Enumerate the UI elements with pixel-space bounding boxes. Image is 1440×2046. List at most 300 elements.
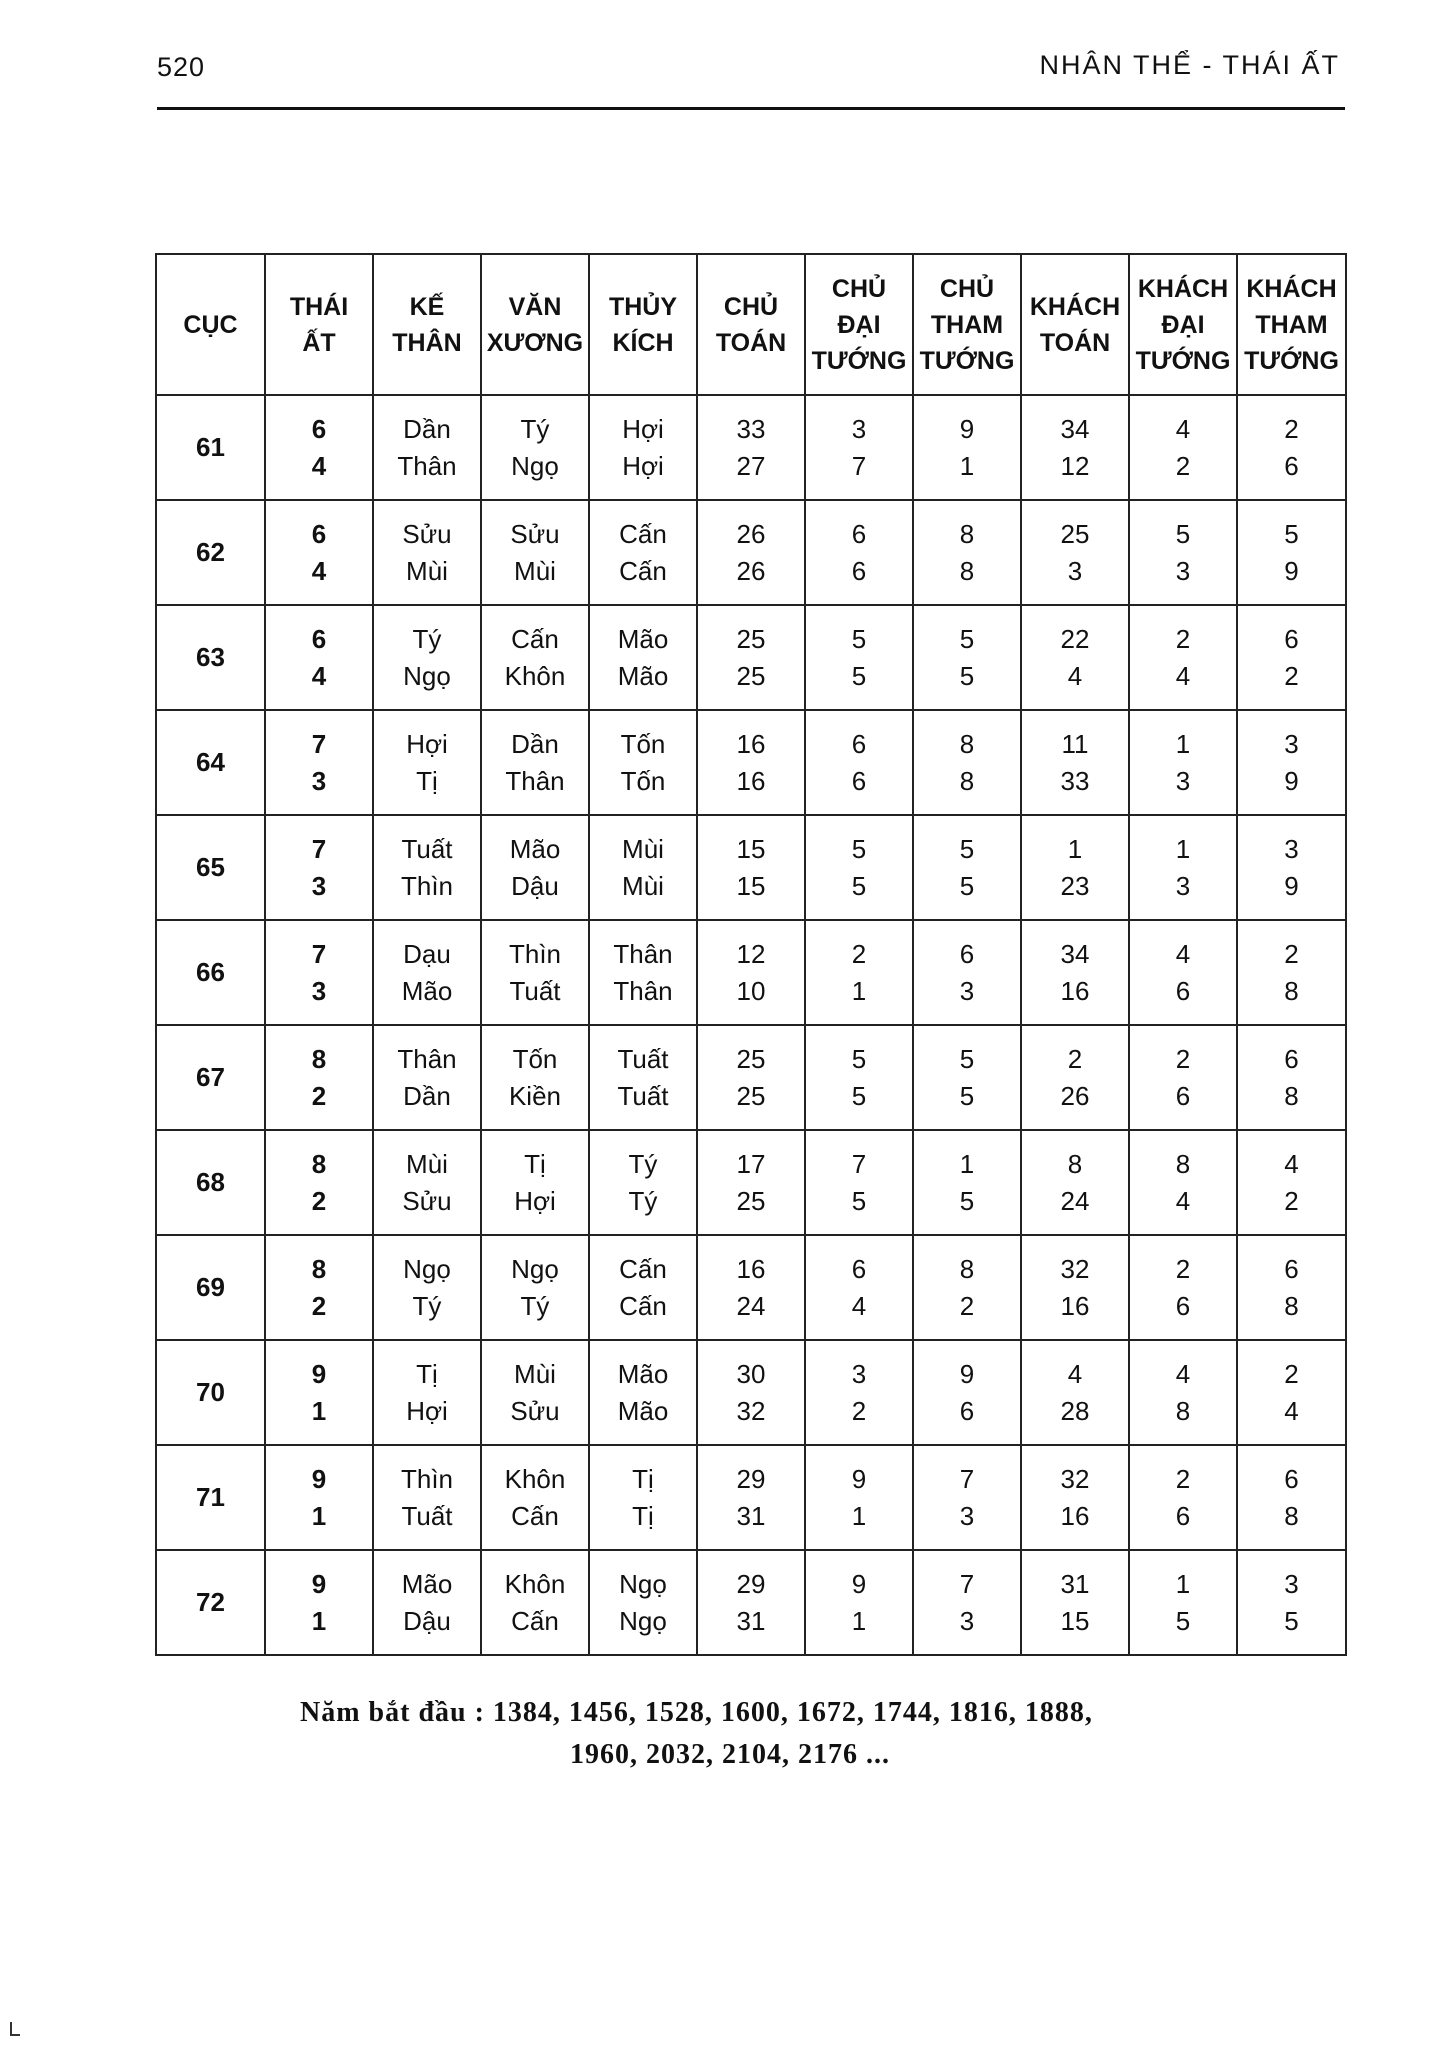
table-cell xyxy=(265,1445,373,1550)
cell-value-top: 6 xyxy=(1284,1463,1299,1494)
table-cell xyxy=(697,395,805,500)
cell-value-bottom: 6 xyxy=(851,765,867,796)
cell-value-bottom: 9 xyxy=(1284,555,1299,586)
cell-value-top: 6 xyxy=(311,413,327,444)
cuc-number: 64 xyxy=(156,710,265,815)
cell-value-top: 3 xyxy=(851,413,867,444)
table-cell xyxy=(589,1550,697,1655)
table-cell xyxy=(481,605,589,710)
column-header-line: VĂN xyxy=(508,292,562,321)
cell-stack xyxy=(806,1568,912,1638)
table-cell xyxy=(805,1025,913,1130)
table-row xyxy=(156,710,1346,815)
cell-value-bottom: 32 xyxy=(736,1395,766,1426)
running-head: NHÂN THỂ - THÁI ẤT xyxy=(1039,50,1340,80)
cell-stack xyxy=(1022,1568,1128,1638)
table-cell xyxy=(1021,1340,1129,1445)
cell-value-bottom: 5 xyxy=(851,660,867,691)
table-cell xyxy=(481,1130,589,1235)
cell-value-bottom: Tý xyxy=(412,1290,442,1321)
cell-value-top: 4 xyxy=(1284,1148,1299,1179)
cell-value-bottom: 8 xyxy=(959,765,975,796)
table-cell xyxy=(805,395,913,500)
cell-value-top: 5 xyxy=(959,833,975,864)
table-cell xyxy=(265,605,373,710)
cell-value-bottom: Mão xyxy=(617,660,669,691)
cell-value-top: 2 xyxy=(1175,1253,1191,1284)
cell-value-top: Cấn xyxy=(511,623,559,654)
table-cell xyxy=(265,500,373,605)
table-cell xyxy=(1129,815,1237,920)
table-cell xyxy=(373,605,481,710)
cell-value-top: 2 xyxy=(1284,938,1299,969)
cell-value-bottom: 3 xyxy=(1175,555,1191,586)
table-row xyxy=(156,1130,1346,1235)
cell-stack xyxy=(914,518,1020,588)
cell-value-bottom: 2 xyxy=(311,1080,327,1111)
cell-value-top: Mùi xyxy=(622,833,664,864)
cell-value-top: 3 xyxy=(1284,728,1299,759)
cell-stack xyxy=(1130,623,1236,693)
cell-stack xyxy=(266,938,372,1008)
cell-value-bottom: Tuất xyxy=(617,1080,669,1111)
column-header-line: KHÁCH xyxy=(1246,274,1337,303)
cell-value-bottom: Mùi xyxy=(514,555,556,586)
table-cell xyxy=(265,1130,373,1235)
cell-stack xyxy=(374,1358,480,1428)
cell-value-top: 6 xyxy=(851,1253,867,1284)
cell-value-bottom: Tý xyxy=(520,1290,550,1321)
column-header-line: THÂN xyxy=(392,328,462,357)
cell-value-bottom: Ngọ xyxy=(511,450,559,481)
cell-value-bottom: Tị xyxy=(416,765,438,796)
table-row xyxy=(156,605,1346,710)
cell-stack xyxy=(1130,1253,1236,1323)
cell-stack xyxy=(266,1358,372,1428)
cell-value-bottom: 31 xyxy=(736,1500,766,1531)
cell-value-bottom: 2 xyxy=(851,1395,867,1426)
page-number: 520 xyxy=(157,52,206,82)
table-cell xyxy=(481,1445,589,1550)
cell-stack xyxy=(590,413,696,483)
cell-value-top: 4 xyxy=(1175,413,1191,444)
cell-value-top: Mão xyxy=(401,1568,453,1599)
cell-stack xyxy=(1130,1043,1236,1113)
cell-stack xyxy=(1238,1253,1345,1323)
column-header xyxy=(589,254,697,395)
table-row xyxy=(156,1340,1346,1445)
table-cell xyxy=(1129,500,1237,605)
table-cell xyxy=(1129,920,1237,1025)
cell-stack xyxy=(266,1463,372,1533)
cell-stack xyxy=(374,728,480,798)
cell-value-bottom: Cấn xyxy=(511,1605,559,1636)
cell-stack xyxy=(1238,833,1345,903)
cell-stack xyxy=(806,1358,912,1428)
cell-stack xyxy=(590,1568,696,1638)
cell-value-top: Cấn xyxy=(619,1253,667,1284)
cell-value-top: Tốn xyxy=(620,728,666,759)
cell-stack xyxy=(914,833,1020,903)
column-header-line: CHỦ xyxy=(831,274,887,303)
cell-stack xyxy=(374,1148,480,1218)
table-cell xyxy=(697,1445,805,1550)
column-header-line: THAM xyxy=(1255,310,1328,339)
cell-stack xyxy=(1238,1463,1345,1533)
cell-value-top: 2 xyxy=(1175,1043,1191,1074)
cell-value-bottom: 1 xyxy=(851,975,867,1006)
cell-value-top: 8 xyxy=(1067,1148,1083,1179)
table-cell xyxy=(913,1550,1021,1655)
table-cell xyxy=(265,710,373,815)
table-header-row xyxy=(156,254,1346,395)
cell-value-bottom: 1 xyxy=(311,1605,327,1636)
cell-value-bottom: Khôn xyxy=(504,660,566,691)
cell-value-bottom: 2 xyxy=(311,1185,327,1216)
cell-stack xyxy=(914,1463,1020,1533)
cell-value-bottom: Dậu xyxy=(403,1605,451,1636)
table-cell xyxy=(1237,1340,1346,1445)
cell-stack xyxy=(590,728,696,798)
cell-value-top: 8 xyxy=(959,518,975,549)
cell-stack xyxy=(806,833,912,903)
table-cell xyxy=(697,605,805,710)
table-cell xyxy=(1021,1550,1129,1655)
cell-value-top: 9 xyxy=(851,1568,867,1599)
cell-value-bottom: Mùi xyxy=(622,870,664,901)
cell-value-bottom: Hợi xyxy=(406,1395,448,1426)
cuc-number: 65 xyxy=(156,815,265,920)
cell-value-bottom: Cấn xyxy=(511,1500,559,1531)
column-header-line: THAM xyxy=(930,310,1004,339)
cell-value-bottom: 2 xyxy=(959,1290,975,1321)
column-header-line: THỦY xyxy=(608,292,678,321)
cell-value-bottom: 25 xyxy=(736,1185,766,1216)
cell-value-top: 7 xyxy=(959,1463,975,1494)
table-row xyxy=(156,395,1346,500)
table-cell xyxy=(1021,710,1129,815)
cell-value-bottom: Tý xyxy=(628,1185,658,1216)
cell-stack xyxy=(482,413,588,483)
cell-value-top: 6 xyxy=(959,938,975,969)
cell-value-bottom: 28 xyxy=(1060,1395,1090,1426)
cell-stack xyxy=(698,413,804,483)
cell-value-top: 11 xyxy=(1061,728,1089,759)
cell-stack xyxy=(374,623,480,693)
cell-stack xyxy=(374,518,480,588)
table-cell xyxy=(805,1340,913,1445)
cell-value-top: 5 xyxy=(959,623,975,654)
cell-value-top: 31 xyxy=(1060,1568,1090,1599)
cell-value-bottom: 4 xyxy=(1284,1395,1299,1426)
cell-value-bottom: 5 xyxy=(959,660,975,691)
cell-value-bottom: 5 xyxy=(959,1185,975,1216)
cell-value-bottom: 6 xyxy=(1175,975,1191,1006)
cell-value-bottom: 6 xyxy=(959,1395,975,1426)
cell-value-bottom: 3 xyxy=(1175,765,1191,796)
cell-value-bottom: 5 xyxy=(851,1185,867,1216)
cell-stack xyxy=(1238,938,1345,1008)
cuc-table xyxy=(155,253,1347,1656)
cell-value-bottom: Thân xyxy=(613,975,673,1006)
table-cell xyxy=(589,395,697,500)
table-cell xyxy=(589,500,697,605)
cell-value-top: Ngọ xyxy=(511,1253,559,1284)
table-cell xyxy=(265,1235,373,1340)
cell-value-bottom: 4 xyxy=(851,1290,867,1321)
cell-value-top: 5 xyxy=(851,623,867,654)
cell-value-bottom: 2 xyxy=(1284,660,1299,691)
cell-stack xyxy=(590,1253,696,1323)
table-cell xyxy=(697,920,805,1025)
cell-value-bottom: 4 xyxy=(1175,660,1191,691)
table-cell xyxy=(913,815,1021,920)
cell-value-bottom: 4 xyxy=(1067,660,1083,691)
table-cell xyxy=(1129,605,1237,710)
cell-value-top: 5 xyxy=(851,1043,867,1074)
cell-value-bottom: 31 xyxy=(736,1605,766,1636)
cell-stack xyxy=(482,1568,588,1638)
cell-value-top: 12 xyxy=(736,938,766,969)
cell-value-bottom: 5 xyxy=(851,870,867,901)
cell-value-bottom: 2 xyxy=(1175,450,1191,481)
cell-value-top: 8 xyxy=(311,1253,327,1284)
cell-stack xyxy=(914,1568,1020,1638)
cell-stack xyxy=(1022,413,1128,483)
cell-stack xyxy=(806,938,912,1008)
cell-value-bottom: Dậu xyxy=(511,870,559,901)
cell-stack xyxy=(1238,1043,1345,1113)
column-header xyxy=(1129,254,1237,395)
cell-value-top: 32 xyxy=(1060,1253,1090,1284)
table-cell xyxy=(1021,395,1129,500)
cell-value-bottom: 4 xyxy=(1175,1185,1191,1216)
cell-value-bottom: Kiền xyxy=(508,1080,562,1111)
cell-value-bottom: 3 xyxy=(311,870,327,901)
cell-value-bottom: Hợi xyxy=(514,1185,556,1216)
cell-stack xyxy=(1022,1043,1128,1113)
table-cell xyxy=(913,710,1021,815)
column-header xyxy=(805,254,913,395)
table-cell xyxy=(265,395,373,500)
table-cell xyxy=(589,1025,697,1130)
column-header xyxy=(913,254,1021,395)
table-cell xyxy=(373,1025,481,1130)
cell-stack xyxy=(1022,938,1128,1008)
cell-value-bottom: Hợi xyxy=(622,450,664,481)
cell-value-bottom: 16 xyxy=(736,765,766,796)
cell-stack xyxy=(1238,1148,1345,1218)
cell-value-bottom: Mão xyxy=(617,1395,669,1426)
cell-value-top: 4 xyxy=(1175,1358,1191,1389)
cell-value-bottom: Dần xyxy=(403,1080,451,1111)
cell-value-top: 8 xyxy=(311,1148,327,1179)
cell-value-bottom: 6 xyxy=(851,555,867,586)
cell-value-bottom: 16 xyxy=(1060,1500,1090,1531)
cell-value-bottom: 1 xyxy=(311,1500,327,1531)
column-header xyxy=(481,254,589,395)
cell-stack xyxy=(482,518,588,588)
cell-stack xyxy=(1022,623,1128,693)
cell-stack xyxy=(482,1463,588,1533)
cell-stack xyxy=(482,623,588,693)
column-header-line: TOÁN xyxy=(715,328,787,357)
cell-value-bottom: Thìn xyxy=(400,870,454,901)
cell-value-top: 6 xyxy=(1284,623,1299,654)
table-cell xyxy=(1021,815,1129,920)
cell-stack xyxy=(1022,518,1128,588)
cell-value-bottom: 8 xyxy=(1284,1080,1299,1111)
cell-value-top: Tý xyxy=(412,623,442,654)
cell-value-bottom: 2 xyxy=(311,1290,327,1321)
table-cell xyxy=(913,1235,1021,1340)
table-cell xyxy=(805,500,913,605)
cell-stack xyxy=(806,1253,912,1323)
table-cell xyxy=(1237,1550,1346,1655)
table-cell xyxy=(1237,1025,1346,1130)
table-cell xyxy=(1129,395,1237,500)
cell-value-bottom: Tuất xyxy=(509,975,561,1006)
cell-stack xyxy=(806,518,912,588)
table-cell xyxy=(1129,1445,1237,1550)
cell-value-top: 5 xyxy=(1284,518,1299,549)
cell-value-top: 5 xyxy=(959,1043,975,1074)
cell-value-top: 29 xyxy=(736,1568,766,1599)
cell-value-top: 15 xyxy=(736,833,766,864)
cell-value-bottom: Cấn xyxy=(619,1290,667,1321)
cell-value-bottom: 5 xyxy=(1284,1605,1299,1636)
cell-value-top: 6 xyxy=(1284,1253,1299,1284)
cell-value-bottom: 1 xyxy=(959,450,975,481)
cell-value-top: Tốn xyxy=(512,1043,558,1074)
cell-stack xyxy=(698,1358,804,1428)
table-cell xyxy=(1021,605,1129,710)
cell-value-top: 9 xyxy=(311,1463,327,1494)
cell-value-top: 1 xyxy=(959,1148,975,1179)
table-cell xyxy=(1237,1445,1346,1550)
table-cell xyxy=(805,815,913,920)
column-header xyxy=(1237,254,1346,395)
cell-value-top: 4 xyxy=(1175,938,1191,969)
cell-value-top: 32 xyxy=(1060,1463,1090,1494)
cell-value-top: 6 xyxy=(311,623,327,654)
cell-value-bottom: 4 xyxy=(311,450,327,481)
column-header-line: KHÁCH xyxy=(1137,274,1229,303)
cell-stack xyxy=(374,413,480,483)
column-header-line: KHÁCH xyxy=(1029,292,1121,321)
table-cell xyxy=(265,1550,373,1655)
cell-stack xyxy=(374,1043,480,1113)
table-cell xyxy=(805,605,913,710)
column-header-line: TƯỚNG xyxy=(1135,346,1231,375)
cell-value-bottom: 3 xyxy=(959,1500,975,1531)
table-cell xyxy=(481,1025,589,1130)
column-header-line: THÁI xyxy=(289,292,349,321)
table-cell xyxy=(805,920,913,1025)
column-header-line: TƯỚNG xyxy=(919,346,1015,375)
column-header-line: TƯỚNG xyxy=(1244,346,1339,375)
cell-value-top: 22 xyxy=(1060,623,1090,654)
cell-value-bottom: 26 xyxy=(736,555,766,586)
cell-stack xyxy=(374,1253,480,1323)
cell-stack xyxy=(1022,1358,1128,1428)
column-header xyxy=(265,254,373,395)
table-cell xyxy=(697,815,805,920)
cell-value-bottom: 3 xyxy=(1175,870,1191,901)
cell-stack xyxy=(590,833,696,903)
table-cell xyxy=(481,1550,589,1655)
table-cell xyxy=(697,1025,805,1130)
table-cell xyxy=(481,500,589,605)
cell-value-bottom: 9 xyxy=(1284,870,1299,901)
cell-stack xyxy=(266,728,372,798)
table-cell xyxy=(373,1445,481,1550)
cell-value-top: 2 xyxy=(1067,1043,1083,1074)
cell-value-bottom: 8 xyxy=(1284,1290,1299,1321)
column-header xyxy=(156,254,265,395)
cell-value-bottom: 12 xyxy=(1060,450,1090,481)
table-cell xyxy=(805,710,913,815)
cell-value-top: 1 xyxy=(1175,1568,1191,1599)
column-header-line: ĐẠI xyxy=(837,310,881,339)
cell-value-top: Dần xyxy=(511,728,559,759)
table-row xyxy=(156,920,1346,1025)
table-cell xyxy=(373,1130,481,1235)
cell-stack xyxy=(1022,1463,1128,1533)
cell-stack xyxy=(698,518,804,588)
cell-value-top: Tị xyxy=(632,1463,654,1494)
cell-value-bottom: 23 xyxy=(1060,870,1090,901)
table-cell xyxy=(1237,605,1346,710)
cell-stack xyxy=(482,1148,588,1218)
cell-value-top: 3 xyxy=(851,1358,867,1389)
table-cell xyxy=(913,605,1021,710)
cell-value-bottom: 24 xyxy=(736,1290,766,1321)
cell-stack xyxy=(806,1463,912,1533)
cell-value-bottom: 16 xyxy=(1060,1290,1090,1321)
table-cell xyxy=(805,1445,913,1550)
cell-value-top: Thân xyxy=(613,938,673,969)
cell-value-top: Mão xyxy=(617,1358,669,1389)
table-cell xyxy=(373,1235,481,1340)
cell-value-top: 1 xyxy=(1175,833,1191,864)
cuc-number: 69 xyxy=(156,1235,265,1340)
column-header-line: TOÁN xyxy=(1039,328,1111,357)
table-cell xyxy=(589,1445,697,1550)
cell-value-top: 16 xyxy=(736,728,766,759)
column-header-line: CHỦ xyxy=(939,274,995,303)
cell-value-top: Tý xyxy=(628,1148,658,1179)
column-header-line: KẾ xyxy=(409,292,445,321)
cell-value-top: 5 xyxy=(851,833,867,864)
column-header-line: ĐẠI xyxy=(1161,310,1205,339)
cell-stack xyxy=(1130,1568,1236,1638)
cell-value-top: 34 xyxy=(1060,938,1090,969)
cell-value-bottom: 6 xyxy=(1175,1080,1191,1111)
table-cell xyxy=(1237,1235,1346,1340)
column-header xyxy=(373,254,481,395)
cuc-number: 62 xyxy=(156,500,265,605)
table-cell xyxy=(373,710,481,815)
cell-stack xyxy=(482,1253,588,1323)
cell-stack xyxy=(914,938,1020,1008)
table-cell xyxy=(589,1340,697,1445)
cell-stack xyxy=(266,1253,372,1323)
cell-value-top: Ngọ xyxy=(403,1253,451,1284)
cell-stack xyxy=(590,1358,696,1428)
cell-value-top: 8 xyxy=(959,728,975,759)
header-rule xyxy=(157,107,1345,110)
